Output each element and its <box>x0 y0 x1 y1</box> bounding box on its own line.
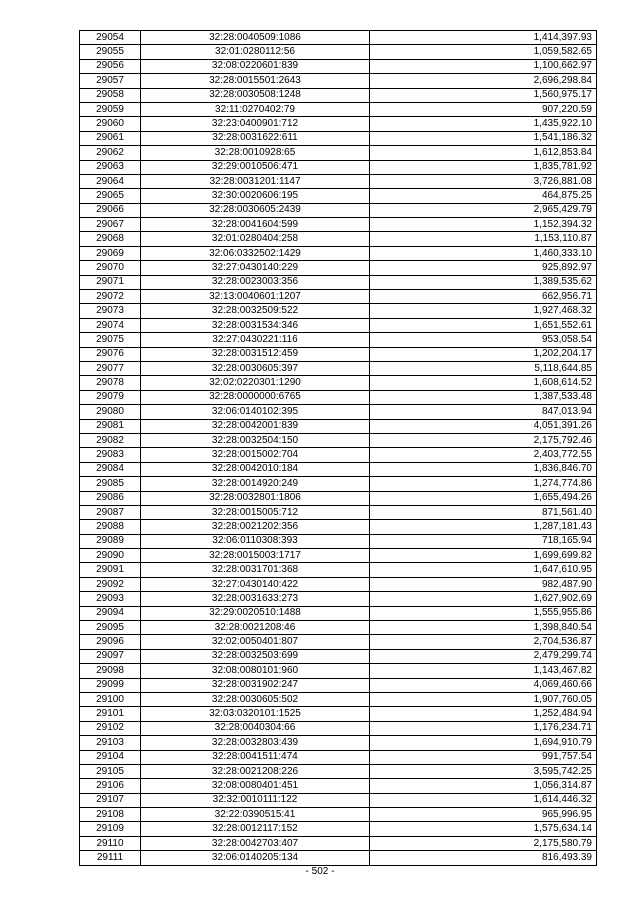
table-row <box>80 261 597 275</box>
row-id-cell: 29109 <box>80 822 141 836</box>
table-row <box>80 793 597 807</box>
cadastral-code-cell: 32:29:0010506:471 <box>141 160 370 174</box>
row-id-cell: 29079 <box>80 390 141 404</box>
amount-cell: 1,056,314.87 <box>370 779 597 793</box>
table-row <box>80 390 597 404</box>
table-row <box>80 822 597 836</box>
cadastral-code-cell: 32:06:0140102:395 <box>141 405 370 419</box>
amount-cell: 3,595,742.25 <box>370 764 597 778</box>
table-row <box>80 146 597 160</box>
table-row <box>80 621 597 635</box>
row-id-cell: 29067 <box>80 218 141 232</box>
table-row <box>80 189 597 203</box>
row-id-cell: 29064 <box>80 174 141 188</box>
row-id-cell: 29059 <box>80 102 141 116</box>
row-id-cell: 29100 <box>80 692 141 706</box>
cadastral-code-cell: 32:28:0040304:66 <box>141 721 370 735</box>
table-row <box>80 534 597 548</box>
table-row <box>80 45 597 59</box>
table-row <box>80 664 597 678</box>
cadastral-code-cell: 32:28:0041511:474 <box>141 750 370 764</box>
row-id-cell: 29061 <box>80 131 141 145</box>
cadastral-code-cell: 32:13:0040601:1207 <box>141 290 370 304</box>
amount-cell: 1,389,535.62 <box>370 275 597 289</box>
cadastral-code-cell: 32:28:0031512:459 <box>141 347 370 361</box>
table-row <box>80 218 597 232</box>
cadastral-code-cell: 32:28:0031534:346 <box>141 318 370 332</box>
cadastral-code-cell: 32:02:0050401:807 <box>141 635 370 649</box>
table-row <box>80 318 597 332</box>
row-id-cell: 29073 <box>80 304 141 318</box>
cadastral-code-cell: 32:03:0320101:1525 <box>141 707 370 721</box>
cadastral-code-cell: 32:28:0041604:599 <box>141 218 370 232</box>
row-id-cell: 29070 <box>80 261 141 275</box>
amount-cell: 1,575,634.14 <box>370 822 597 836</box>
cadastral-code-cell: 32:28:0040509:1086 <box>141 31 370 45</box>
table-row <box>80 635 597 649</box>
cadastral-code-cell: 32:28:0042703:407 <box>141 836 370 850</box>
row-id-cell: 29057 <box>80 74 141 88</box>
row-id-cell: 29081 <box>80 419 141 433</box>
table-row <box>80 491 597 505</box>
table-row <box>80 779 597 793</box>
row-id-cell: 29068 <box>80 232 141 246</box>
amount-cell: 816,493.39 <box>370 851 597 865</box>
amount-cell: 1,655,494.26 <box>370 491 597 505</box>
table-row <box>80 592 597 606</box>
row-id-cell: 29108 <box>80 808 141 822</box>
cadastral-code-cell: 32:06:0140205:134 <box>141 851 370 865</box>
amount-cell: 2,403,772.55 <box>370 448 597 462</box>
row-id-cell: 29090 <box>80 549 141 563</box>
amount-cell: 662,956.71 <box>370 290 597 304</box>
amount-cell: 718,165.94 <box>370 534 597 548</box>
row-id-cell: 29106 <box>80 779 141 793</box>
cadastral-code-cell: 32:28:0031701:368 <box>141 563 370 577</box>
row-id-cell: 29083 <box>80 448 141 462</box>
table-row <box>80 707 597 721</box>
row-id-cell: 29060 <box>80 117 141 131</box>
row-id-cell: 29102 <box>80 721 141 735</box>
table-row <box>80 376 597 390</box>
row-id-cell: 29103 <box>80 736 141 750</box>
table-row <box>80 520 597 534</box>
amount-cell: 2,696,298.84 <box>370 74 597 88</box>
amount-cell: 1,608,614.52 <box>370 376 597 390</box>
row-id-cell: 29063 <box>80 160 141 174</box>
cadastral-code-cell: 32:28:0031902:247 <box>141 678 370 692</box>
page-number: - 502 - <box>305 866 335 877</box>
cadastral-code-cell: 32:28:0032801:1806 <box>141 491 370 505</box>
table-row <box>80 131 597 145</box>
amount-cell: 1,627,902.69 <box>370 592 597 606</box>
row-id-cell: 29069 <box>80 246 141 260</box>
cadastral-code-cell: 32:28:0030605:502 <box>141 692 370 706</box>
amount-cell: 464,875.25 <box>370 189 597 203</box>
table-row <box>80 764 597 778</box>
cadastral-code-cell: 32:28:0015501:2643 <box>141 74 370 88</box>
row-id-cell: 29080 <box>80 405 141 419</box>
amount-cell: 1,541,186.32 <box>370 131 597 145</box>
row-id-cell: 29071 <box>80 275 141 289</box>
row-id-cell: 29097 <box>80 649 141 663</box>
cadastral-code-cell: 32:28:0032503:699 <box>141 649 370 663</box>
row-id-cell: 29087 <box>80 505 141 519</box>
amount-cell: 1,460,333.10 <box>370 246 597 260</box>
table-body <box>80 31 597 866</box>
amount-cell: 982,487.90 <box>370 577 597 591</box>
row-id-cell: 29085 <box>80 477 141 491</box>
row-id-cell: 29086 <box>80 491 141 505</box>
cadastral-code-cell: 32:23:0400901:712 <box>141 117 370 131</box>
row-id-cell: 29054 <box>80 31 141 45</box>
amount-cell: 907,220.59 <box>370 102 597 116</box>
amount-cell: 1,555,955.86 <box>370 606 597 620</box>
cadastral-code-cell: 32:28:0021208:46 <box>141 621 370 635</box>
table-row <box>80 477 597 491</box>
amount-cell: 4,069,460.66 <box>370 678 597 692</box>
table-row <box>80 505 597 519</box>
row-id-cell: 29056 <box>80 59 141 73</box>
cadastral-code-cell: 32:28:0031201:1147 <box>141 174 370 188</box>
cadastral-code-cell: 32:27:0430221:116 <box>141 333 370 347</box>
amount-cell: 1,927,468.32 <box>370 304 597 318</box>
amount-cell: 2,175,792.46 <box>370 433 597 447</box>
amount-cell: 1,614,446.32 <box>370 793 597 807</box>
row-id-cell: 29092 <box>80 577 141 591</box>
table-row <box>80 117 597 131</box>
cadastral-code-cell: 32:28:0010928:65 <box>141 146 370 160</box>
amount-cell: 1,176,234.71 <box>370 721 597 735</box>
cadastral-code-cell: 32:28:0021202:356 <box>141 520 370 534</box>
amount-cell: 1,398,840.54 <box>370 621 597 635</box>
table-row <box>80 88 597 102</box>
table-row <box>80 678 597 692</box>
amount-cell: 4,051,391.26 <box>370 419 597 433</box>
table-row <box>80 606 597 620</box>
cadastral-code-cell: 32:28:0032504:150 <box>141 433 370 447</box>
row-id-cell: 29076 <box>80 347 141 361</box>
amount-cell: 965,996.95 <box>370 808 597 822</box>
row-id-cell: 29066 <box>80 203 141 217</box>
table-row <box>80 275 597 289</box>
cadastral-code-cell: 32:28:0015002:704 <box>141 448 370 462</box>
cadastral-code-cell: 32:28:0015003:1717 <box>141 549 370 563</box>
amount-cell: 1,699,699.82 <box>370 549 597 563</box>
table-row <box>80 851 597 865</box>
amount-cell: 2,175,580.79 <box>370 836 597 850</box>
amount-cell: 1,387,533.48 <box>370 390 597 404</box>
row-id-cell: 29111 <box>80 851 141 865</box>
amount-cell: 871,561.40 <box>370 505 597 519</box>
cadastral-code-cell: 32:28:0032509:522 <box>141 304 370 318</box>
row-id-cell: 29072 <box>80 290 141 304</box>
cadastral-code-cell: 32:29:0020510:1488 <box>141 606 370 620</box>
cadastral-code-cell: 32:28:0023003:356 <box>141 275 370 289</box>
table-row <box>80 59 597 73</box>
cadastral-code-cell: 32:06:0110308:393 <box>141 534 370 548</box>
amount-cell: 847,013.94 <box>370 405 597 419</box>
cadastral-code-cell: 32:28:0030605:397 <box>141 361 370 375</box>
row-id-cell: 29084 <box>80 462 141 476</box>
amount-cell: 1,153,110.87 <box>370 232 597 246</box>
amount-cell: 2,965,429.79 <box>370 203 597 217</box>
row-id-cell: 29093 <box>80 592 141 606</box>
cadastral-code-cell: 32:28:0014920:249 <box>141 477 370 491</box>
table-row <box>80 304 597 318</box>
table-row <box>80 563 597 577</box>
amount-cell: 1,100,662.97 <box>370 59 597 73</box>
row-id-cell: 29107 <box>80 793 141 807</box>
cadastral-code-cell: 32:01:0280112:56 <box>141 45 370 59</box>
cadastral-code-cell: 32:22:0390515:41 <box>141 808 370 822</box>
amount-cell: 1,252,484.94 <box>370 707 597 721</box>
cadastral-code-cell: 32:28:0032803:439 <box>141 736 370 750</box>
cadastral-code-cell: 32:28:0031622:611 <box>141 131 370 145</box>
cadastral-code-cell: 32:01:0280404:258 <box>141 232 370 246</box>
amount-cell: 1,651,552.61 <box>370 318 597 332</box>
cadastral-code-cell: 32:28:0012117:152 <box>141 822 370 836</box>
table-row <box>80 31 597 45</box>
cadastral-code-cell: 32:28:0031633:273 <box>141 592 370 606</box>
row-id-cell: 29110 <box>80 836 141 850</box>
amount-cell: 5,118,644.85 <box>370 361 597 375</box>
cadastral-code-cell: 32:32:0010111:122 <box>141 793 370 807</box>
row-id-cell: 29077 <box>80 361 141 375</box>
amount-cell: 1,059,582.65 <box>370 45 597 59</box>
amount-cell: 1,435,922.10 <box>370 117 597 131</box>
amount-cell: 1,835,781.92 <box>370 160 597 174</box>
amount-cell: 2,704,536.87 <box>370 635 597 649</box>
row-id-cell: 29098 <box>80 664 141 678</box>
property-value-table <box>79 30 597 866</box>
cadastral-code-cell: 32:28:0030605:2439 <box>141 203 370 217</box>
cadastral-code-cell: 32:28:0021208:226 <box>141 764 370 778</box>
row-id-cell: 29062 <box>80 146 141 160</box>
amount-cell: 1,612,853.84 <box>370 146 597 160</box>
row-id-cell: 29095 <box>80 621 141 635</box>
table-row <box>80 736 597 750</box>
table-row <box>80 361 597 375</box>
row-id-cell: 29099 <box>80 678 141 692</box>
amount-cell: 1,647,610.95 <box>370 563 597 577</box>
row-id-cell: 29065 <box>80 189 141 203</box>
amount-cell: 925,892.97 <box>370 261 597 275</box>
cadastral-code-cell: 32:27:0430140:422 <box>141 577 370 591</box>
table-row <box>80 74 597 88</box>
row-id-cell: 29082 <box>80 433 141 447</box>
cadastral-code-cell: 32:08:0220601:839 <box>141 59 370 73</box>
table-row <box>80 433 597 447</box>
cadastral-code-cell: 32:28:0042010:184 <box>141 462 370 476</box>
amount-cell: 1,143,467.82 <box>370 664 597 678</box>
row-id-cell: 29074 <box>80 318 141 332</box>
amount-cell: 991,757.54 <box>370 750 597 764</box>
table-row <box>80 549 597 563</box>
row-id-cell: 29094 <box>80 606 141 620</box>
table-row <box>80 419 597 433</box>
row-id-cell: 29091 <box>80 563 141 577</box>
table-row <box>80 203 597 217</box>
table-row <box>80 692 597 706</box>
row-id-cell: 29089 <box>80 534 141 548</box>
table-row <box>80 836 597 850</box>
table-row <box>80 448 597 462</box>
cadastral-code-cell: 32:02:0220301:1290 <box>141 376 370 390</box>
row-id-cell: 29096 <box>80 635 141 649</box>
amount-cell: 1,836,846.70 <box>370 462 597 476</box>
amount-cell: 1,907,760.05 <box>370 692 597 706</box>
row-id-cell: 29088 <box>80 520 141 534</box>
table-row <box>80 174 597 188</box>
table-row <box>80 246 597 260</box>
table-row <box>80 347 597 361</box>
cadastral-code-cell: 32:30:0020606:195 <box>141 189 370 203</box>
amount-cell: 1,694,910.79 <box>370 736 597 750</box>
amount-cell: 1,274,774.86 <box>370 477 597 491</box>
table-row <box>80 232 597 246</box>
amount-cell: 3,726,881.08 <box>370 174 597 188</box>
row-id-cell: 29055 <box>80 45 141 59</box>
cadastral-code-cell: 32:27:0430140:229 <box>141 261 370 275</box>
table-row <box>80 649 597 663</box>
table-row <box>80 290 597 304</box>
row-id-cell: 29075 <box>80 333 141 347</box>
table-row <box>80 333 597 347</box>
row-id-cell: 29078 <box>80 376 141 390</box>
cadastral-code-cell: 32:28:0042001:839 <box>141 419 370 433</box>
cadastral-code-cell: 32:28:0030508:1248 <box>141 88 370 102</box>
table-row <box>80 577 597 591</box>
cadastral-code-cell: 32:11:0270402:79 <box>141 102 370 116</box>
amount-cell: 1,287,181.43 <box>370 520 597 534</box>
amount-cell: 1,414,397.93 <box>370 31 597 45</box>
row-id-cell: 29105 <box>80 764 141 778</box>
cadastral-code-cell: 32:08:0080101:960 <box>141 664 370 678</box>
table-row <box>80 721 597 735</box>
amount-cell: 1,152,394.32 <box>370 218 597 232</box>
table-row <box>80 462 597 476</box>
cadastral-code-cell: 32:08:0080401:451 <box>141 779 370 793</box>
amount-cell: 953,058.54 <box>370 333 597 347</box>
cadastral-code-cell: 32:28:0000000:6765 <box>141 390 370 404</box>
table-row <box>80 160 597 174</box>
amount-cell: 1,202,204.17 <box>370 347 597 361</box>
row-id-cell: 29104 <box>80 750 141 764</box>
table-row <box>80 808 597 822</box>
row-id-cell: 29058 <box>80 88 141 102</box>
cadastral-code-cell: 32:28:0015005:712 <box>141 505 370 519</box>
amount-cell: 1,560,975.17 <box>370 88 597 102</box>
table-row <box>80 405 597 419</box>
row-id-cell: 29101 <box>80 707 141 721</box>
table-row <box>80 750 597 764</box>
table-row <box>80 102 597 116</box>
amount-cell: 2,479,299.74 <box>370 649 597 663</box>
cadastral-code-cell: 32:06:0332502:1429 <box>141 246 370 260</box>
